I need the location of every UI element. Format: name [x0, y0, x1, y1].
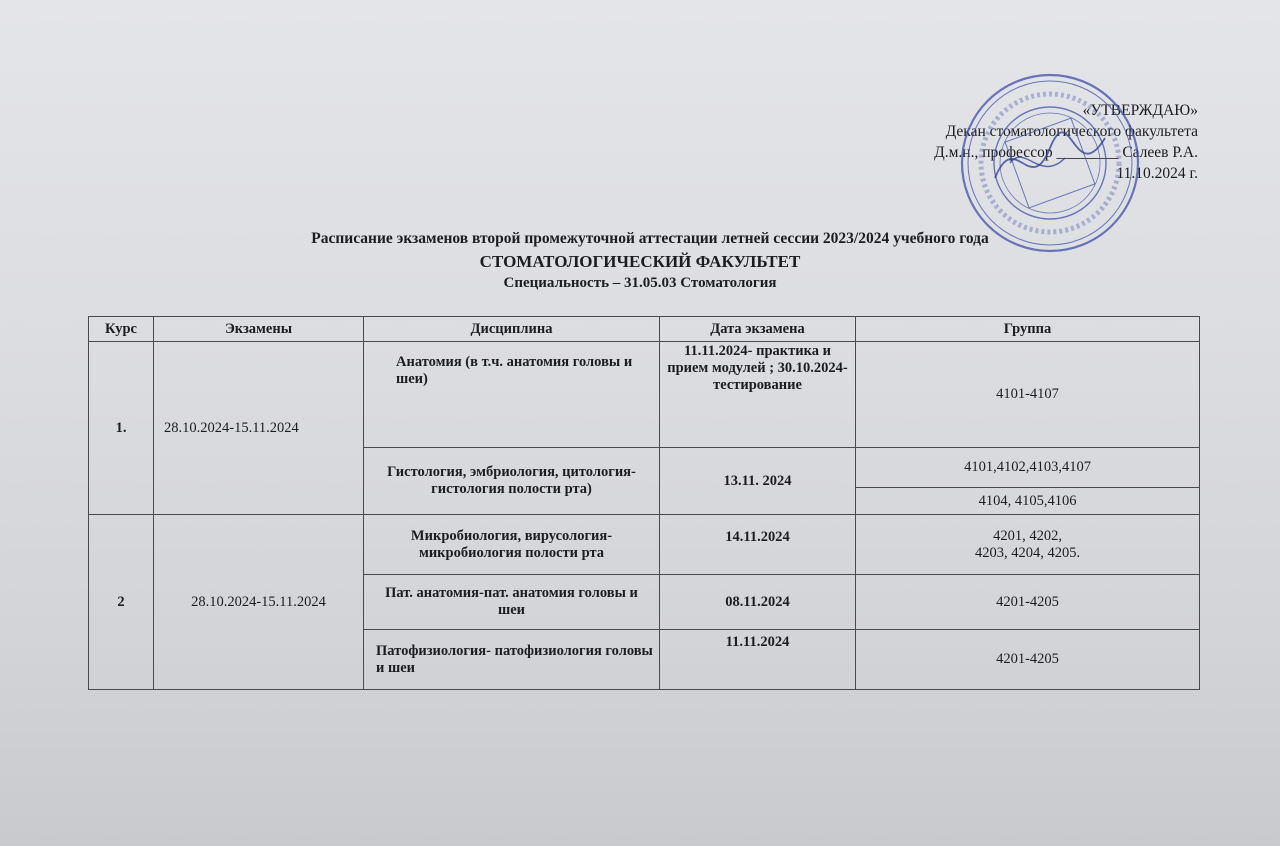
group-cell: 4101,4102,4103,4107: [856, 448, 1200, 488]
specialty-title: Специальность – 31.05.03 Стоматология: [503, 275, 777, 291]
discipline-cell: Патофизиология- патофизиология головы и шеи: [364, 630, 660, 690]
approval-title: «УТВЕРЖДАЮ»: [1082, 102, 1198, 119]
group-cell: 4104, 4105,4106: [856, 488, 1200, 515]
header-discipline: Дисциплина: [364, 317, 660, 342]
course-number: 2: [89, 515, 154, 690]
header-exam-date: Дата экзамена: [660, 317, 856, 342]
table-row: [89, 342, 1200, 448]
approval-signatory: Д.м.н., профессор ________ Салеев Р.А.: [934, 144, 1198, 161]
group-line: 4203, 4204, 4205.: [974, 544, 1081, 561]
header-course: Курс: [89, 317, 154, 342]
schedule-title: Расписание экзаменов второй промежуточной аттестации летней сессии 2023/2024 учебного года: [311, 230, 989, 247]
exam-date-cell: 13.11. 2024: [660, 448, 856, 515]
group-cell: 4201-4205: [856, 630, 1200, 690]
discipline-cell: Анатомия (в т.ч. анатомия головы и шеи): [364, 342, 660, 448]
group-cell: 4201-4205: [856, 575, 1200, 630]
faculty-title: СТОМАТОЛОГИЧЕСКИЙ ФАКУЛЬТЕТ: [479, 252, 801, 271]
header-group: Группа: [856, 317, 1200, 342]
approval-date: 11.10.2024 г.: [1116, 165, 1198, 182]
exam-period: 28.10.2024-15.11.2024: [154, 342, 364, 515]
header-exams: Экзамены: [154, 317, 364, 342]
group-cell: [856, 515, 1200, 575]
exam-period: 28.10.2024-15.11.2024: [154, 515, 364, 690]
group-cell: 4101-4107: [856, 342, 1200, 448]
group-line: 4201, 4202,: [993, 527, 1062, 544]
exam-date-cell: 14.11.2024: [660, 515, 856, 575]
exam-date-cell: 11.11.2024- практика и прием модулей ; 30.10.2024- тестирование: [660, 342, 856, 448]
discipline-cell: Микробиология, вирусология- микробиология полости рта: [364, 515, 660, 575]
exam-date-cell: 11.11.2024: [660, 630, 856, 690]
exam-date-cell: 08.11.2024: [660, 575, 856, 630]
exam-schedule-table: [88, 316, 1200, 690]
discipline-cell: Пат. анатомия-пат. анатомия головы и шеи: [364, 575, 660, 630]
discipline-cell: Гистология, эмбриология, цитология- гистология полости рта): [364, 448, 660, 515]
table-row: [89, 515, 1200, 575]
course-number: 1.: [89, 342, 154, 515]
table-header-row: [89, 317, 1200, 342]
approval-position: Декан стоматологического факультета: [945, 123, 1198, 140]
